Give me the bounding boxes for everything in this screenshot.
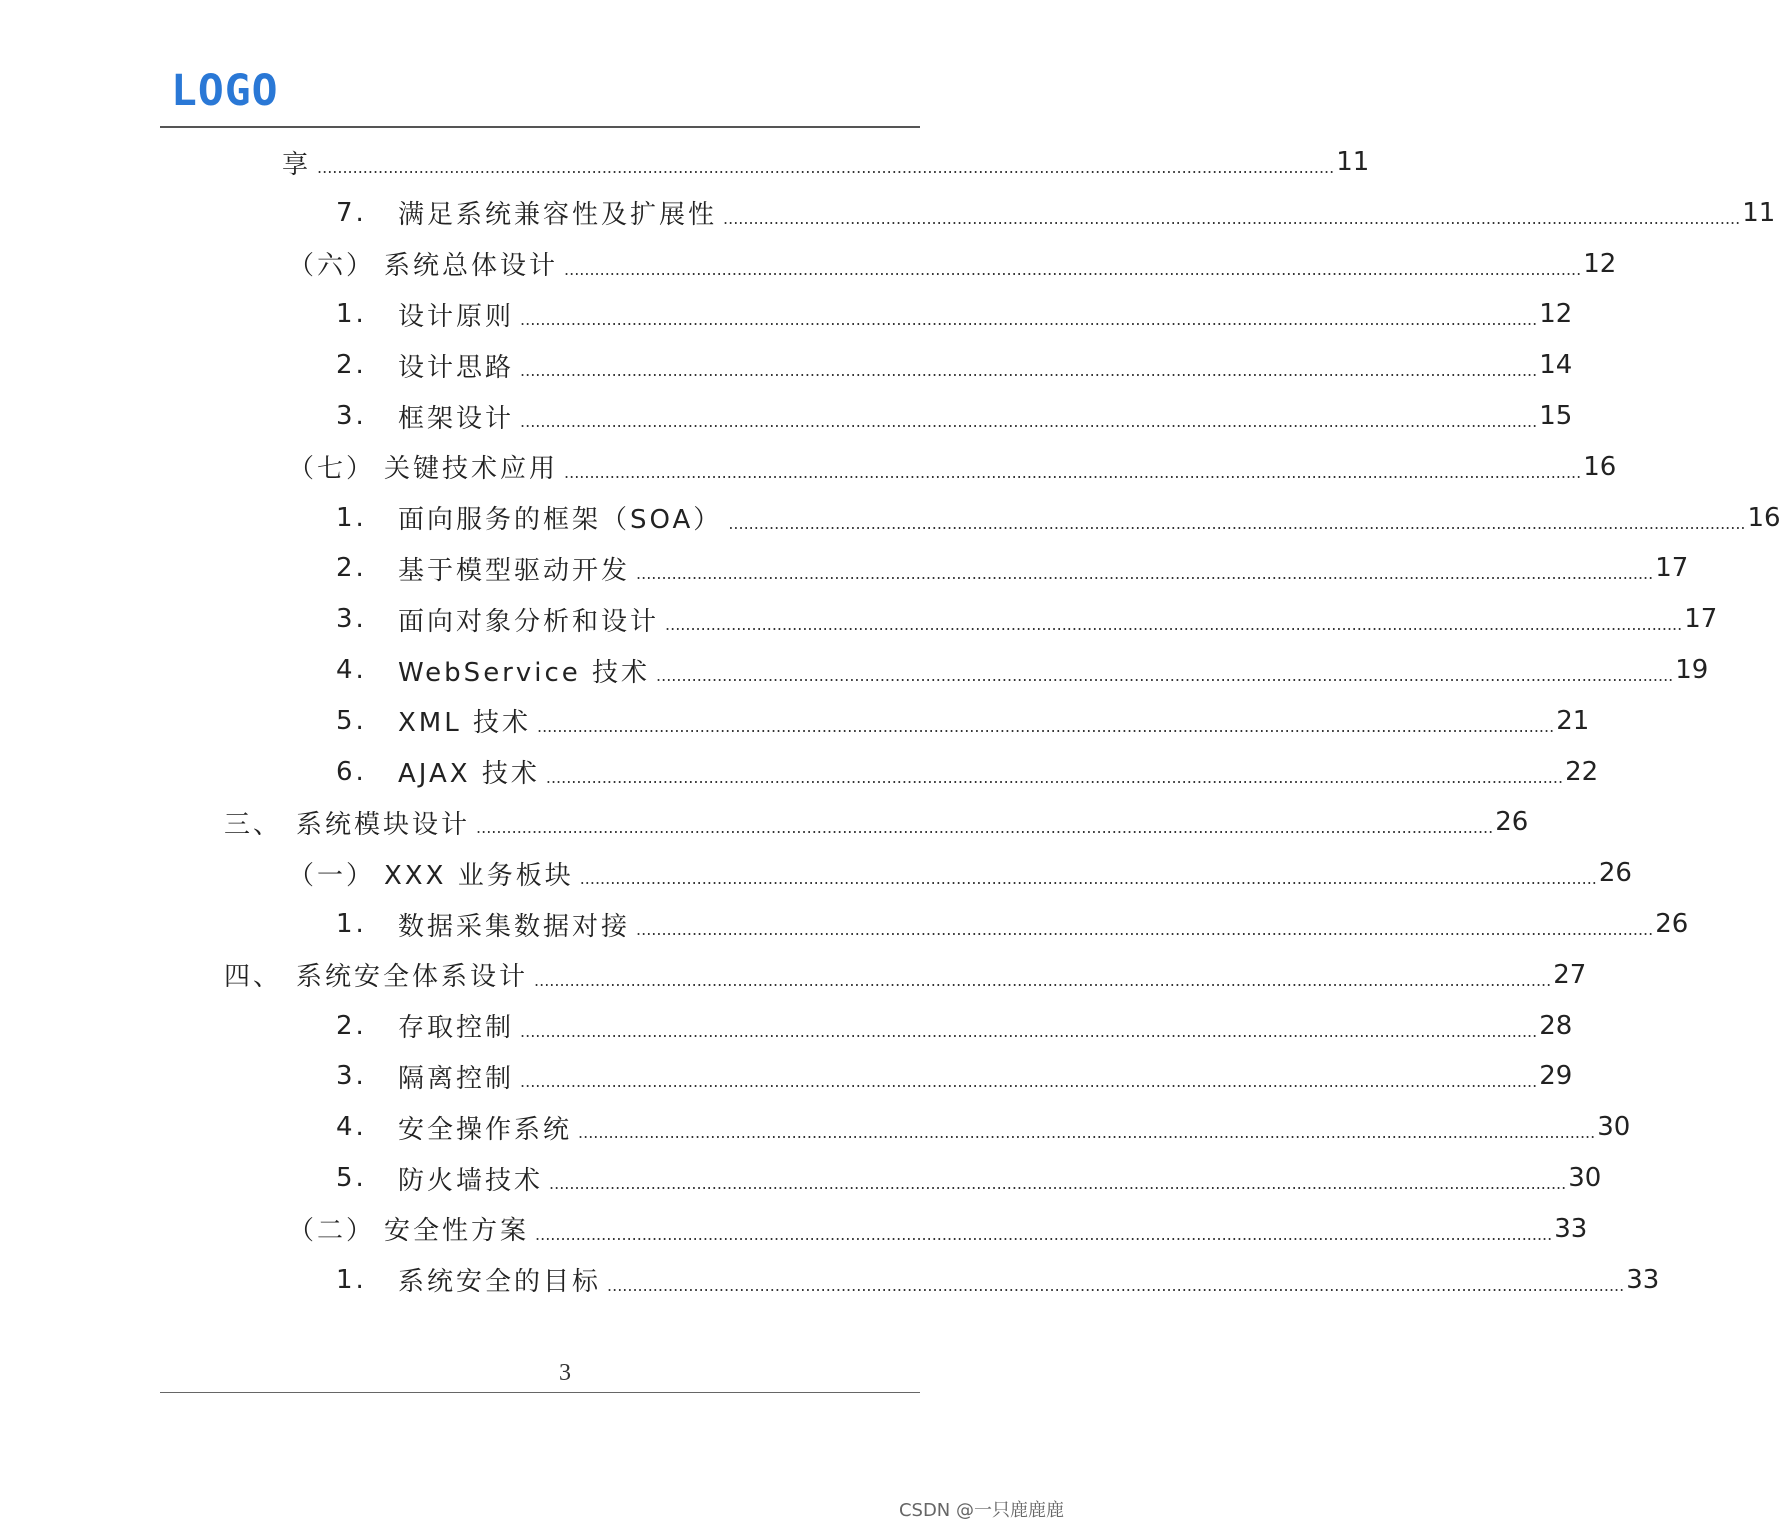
toc-leader-dots: ........................................................................................................................................................................................................ <box>520 361 1538 381</box>
toc-entry-title: XXX 业务板块 <box>384 860 574 891</box>
page-number: 3 <box>559 1360 571 1386</box>
toc-leader-dots: ........................................................................................................................................................................................................ <box>578 1123 1596 1143</box>
toc-entry-number: 三、 <box>224 809 283 840</box>
toc-leader-dots: ........................................................................................................................................................................................................ <box>545 767 1564 787</box>
toc-entry-title: 面向服务的框架（SOA） <box>398 505 723 536</box>
footer-rule <box>160 1392 920 1393</box>
toc-entry-title: 享 <box>282 149 312 180</box>
toc-entry-number: 3. <box>336 401 367 431</box>
toc-entry-page: 21 <box>1556 705 1590 736</box>
toc-entry-page: 27 <box>1553 959 1587 990</box>
toc-entry[interactable] <box>0 239 1617 289</box>
toc-entry-title: 隔离控制 <box>398 1063 515 1094</box>
toc-entry-title: 系统总体设计 <box>384 251 559 282</box>
logo: LOGO <box>171 66 279 116</box>
toc-entry[interactable] <box>0 848 1632 898</box>
toc-entry-page: 28 <box>1539 1010 1573 1041</box>
toc-leader-dots: ........................................................................................................................................................................................................ <box>317 158 1335 177</box>
toc-entry-page: 26 <box>1598 858 1632 889</box>
toc-entry[interactable] <box>0 1255 1660 1305</box>
toc-entry-page: 30 <box>1568 1163 1602 1193</box>
toc-entry-page: 15 <box>1539 401 1573 431</box>
toc-entry-page: 16 <box>1747 502 1781 533</box>
toc-entry-title: WebService 技术 <box>398 657 651 688</box>
toc-entry-title: 基于模型驱动开发 <box>398 555 631 586</box>
toc-entry-title: 防火墙技术 <box>398 1165 544 1196</box>
toc-leader-dots: ........................................................................................................................................................................................................ <box>564 462 1582 482</box>
toc-entry-title: 系统安全的目标 <box>398 1267 602 1298</box>
toc-entry-number: 3. <box>336 1061 367 1092</box>
toc-entry-title: 设计原则 <box>398 301 515 332</box>
toc-entry-page: 26 <box>1655 909 1689 939</box>
toc-entry-number: 4. <box>336 655 367 685</box>
toc-entry[interactable] <box>0 391 1573 441</box>
toc-entry-page: 14 <box>1539 350 1573 381</box>
toc-entry[interactable] <box>0 137 1370 187</box>
toc-leader-dots: ........................................................................................................................................................................................................ <box>636 920 1654 939</box>
toc-entry-number: 5. <box>336 705 367 736</box>
toc-entry[interactable] <box>0 493 1781 543</box>
toc-entry-title: AJAX 技术 <box>398 759 540 790</box>
toc-entry-title: 框架设计 <box>398 403 515 434</box>
toc-entry[interactable] <box>0 1204 1588 1254</box>
toc-leader-dots: ........................................................................................................................................................................................................ <box>520 412 1538 431</box>
toc-entry-page: 29 <box>1539 1061 1573 1092</box>
toc-leader-dots: ........................................................................................................................................................................................................ <box>534 970 1552 990</box>
toc-entry[interactable] <box>0 747 1599 797</box>
toc-entry[interactable] <box>0 188 1776 238</box>
toc-entry-page: 11 <box>1742 197 1776 228</box>
toc-entry-title: 安全操作系统 <box>398 1114 573 1145</box>
toc-leader-dots: ........................................................................................................................................................................................................ <box>607 1275 1625 1295</box>
toc-entry-page: 33 <box>1554 1213 1588 1244</box>
toc-entry-page: 19 <box>1675 655 1709 685</box>
toc-entry[interactable] <box>0 645 1709 695</box>
toc-entry[interactable] <box>0 1051 1573 1101</box>
toc-entry-number: （一） <box>288 860 376 891</box>
toc-entry-number: 四、 <box>224 962 283 993</box>
toc-entry-number: 2. <box>336 1010 367 1041</box>
toc-entry-number: 2. <box>336 553 367 584</box>
toc-entry[interactable] <box>0 1102 1631 1152</box>
toc-entry-number: 7. <box>336 197 367 228</box>
toc-entry-number: 1. <box>336 299 367 330</box>
toc-entry-number: （二） <box>288 1216 376 1247</box>
toc-entry[interactable] <box>0 1153 1602 1203</box>
toc-entry-page: 22 <box>1565 756 1599 787</box>
toc-leader-dots: ........................................................................................................................................................................................................ <box>535 1224 1553 1244</box>
toc-entry-page: 12 <box>1583 248 1617 279</box>
toc-entry-number: 1. <box>336 909 367 939</box>
toc-entry[interactable] <box>0 543 1689 593</box>
toc-leader-dots: ........................................................................................................................................................................................................ <box>520 1072 1538 1092</box>
toc-entry-page: 17 <box>1684 604 1718 635</box>
toc-entry-title: 满足系统兼容性及扩展性 <box>398 200 718 231</box>
toc-leader-dots: ........................................................................................................................................................................................................ <box>636 564 1654 584</box>
toc-entry-number: 6. <box>336 756 367 787</box>
toc-leader-dots: ........................................................................................................................................................................................................ <box>476 818 1494 838</box>
toc-entry-page: 12 <box>1539 299 1573 330</box>
toc-entry-page: 30 <box>1597 1112 1631 1143</box>
toc-entry-number: （七） <box>288 454 376 485</box>
toc-leader-dots: ........................................................................................................................................................................................................ <box>665 615 1683 635</box>
watermark: CSDN @一只鹿鹿鹿 <box>898 1500 1064 1521</box>
toc-leader-dots: ........................................................................................................................................................................................................ <box>579 869 1597 889</box>
toc-entry-number: 1. <box>336 502 367 533</box>
toc-entry-page: 26 <box>1495 807 1529 838</box>
toc-entry-title: 安全性方案 <box>384 1216 530 1247</box>
toc-entry-title: XML 技术 <box>398 708 531 739</box>
toc-leader-dots: ........................................................................................................................................................................................................ <box>549 1174 1567 1193</box>
toc-entry[interactable] <box>0 797 1529 847</box>
toc-entry[interactable] <box>0 340 1573 390</box>
toc-entry[interactable] <box>0 950 1587 1000</box>
toc-entry[interactable] <box>0 696 1590 746</box>
toc-entry[interactable] <box>0 594 1718 644</box>
toc-leader-dots: ........................................................................................................................................................................................................ <box>520 310 1538 330</box>
toc-entry-number: 2. <box>336 350 367 381</box>
toc-entry-number: （六） <box>288 251 376 282</box>
toc-entry-title: 面向对象分析和设计 <box>398 606 660 637</box>
toc-entry[interactable] <box>0 1001 1573 1051</box>
toc-entry[interactable] <box>0 899 1689 949</box>
header-rule <box>160 126 920 128</box>
toc-entry-title: 数据采集数据对接 <box>398 911 631 942</box>
toc-leader-dots: ........................................................................................................................................................................................................ <box>656 666 1674 685</box>
toc-entry-title: 设计思路 <box>398 352 515 383</box>
toc-entry-title: 关键技术应用 <box>384 454 559 485</box>
toc-leader-dots: ........................................................................................................................................................................................................ <box>537 716 1555 736</box>
toc-leader-dots: ........................................................................................................................................................................................................ <box>564 259 1582 279</box>
toc-entry-title: 系统安全体系设计 <box>296 962 529 993</box>
toc-leader-dots: ........................................................................................................................................................................................................ <box>728 513 1746 533</box>
toc-entry-number: 3. <box>336 604 367 635</box>
toc-leader-dots: ........................................................................................................................................................................................................ <box>723 208 1741 228</box>
toc-entry-title: 系统模块设计 <box>296 809 471 840</box>
toc-entry-number: 1. <box>336 1264 367 1295</box>
toc-entry-number: 4. <box>336 1112 367 1143</box>
toc-entry-page: 11 <box>1336 147 1370 177</box>
toc-entry-page: 33 <box>1626 1264 1660 1295</box>
toc-entry[interactable] <box>0 442 1617 492</box>
toc-entry-title: 存取控制 <box>398 1013 515 1044</box>
toc-entry-page: 17 <box>1655 553 1689 584</box>
toc-entry-number: 5. <box>336 1163 367 1193</box>
toc-leader-dots: ........................................................................................................................................................................................................ <box>520 1021 1538 1041</box>
toc-entry[interactable] <box>0 289 1573 339</box>
toc-entry-page: 16 <box>1583 451 1617 482</box>
